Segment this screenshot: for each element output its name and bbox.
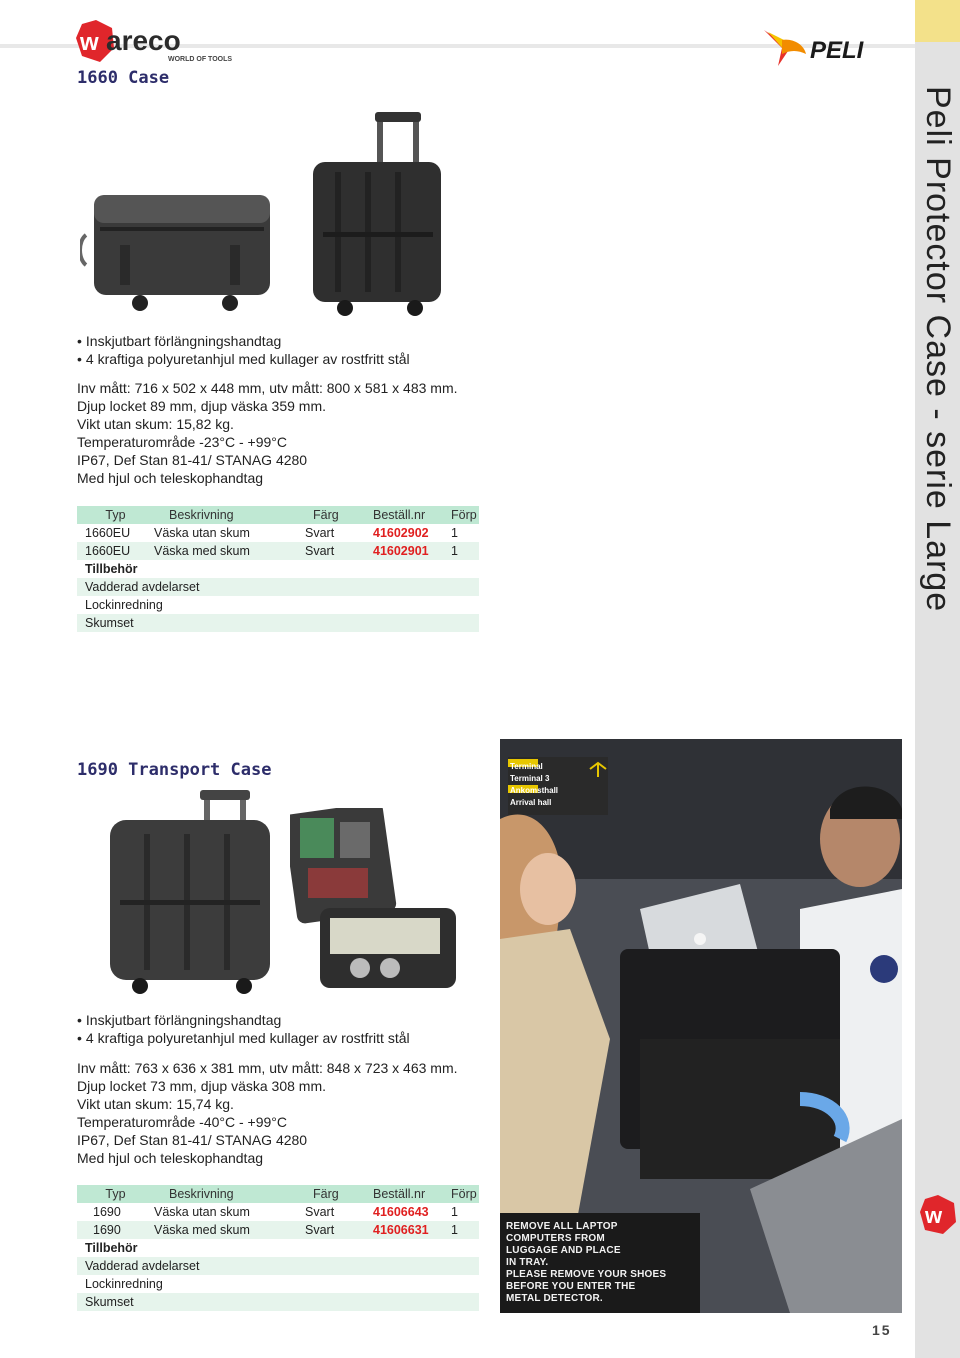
case-1690-photo-open — [290, 808, 460, 998]
col-beskrivning: Beskrivning — [154, 1185, 305, 1203]
warning-sign-line: REMOVE ALL LAPTOP — [506, 1221, 618, 1232]
case-1660-specs — [77, 379, 458, 487]
cell-forp: 1 — [451, 526, 458, 540]
spec-line: Vikt utan skum: 15,74 kg. — [77, 1096, 234, 1112]
cell-bestall: 41606631 — [373, 1221, 451, 1239]
table-header-row — [77, 1185, 479, 1203]
cell-bestall: 41602902 — [373, 526, 429, 540]
peli-logo-text: PELI — [810, 37, 864, 64]
cell-farg: Svart — [305, 526, 335, 540]
airport-security-photo — [500, 739, 902, 1313]
warning-sign-line: IN TRAY. — [506, 1257, 549, 1268]
wareco-badge-icon — [919, 1194, 957, 1236]
cell-forp: 1 — [451, 1221, 479, 1239]
cell-typ: 1660EU — [85, 526, 131, 540]
case-1660-bullets — [77, 332, 410, 368]
table-row — [77, 1203, 479, 1221]
col-farg: Färg — [305, 1185, 373, 1203]
page-number: 15 — [872, 1322, 892, 1338]
col-bestall: Beställ.nr — [373, 506, 451, 524]
warning-sign-line: METAL DETECTOR. — [506, 1293, 603, 1304]
accessories-header-row — [77, 1239, 479, 1257]
cell-typ: 1660EU — [77, 542, 154, 560]
spec-line: Temperaturområde -40°C - +99°C — [77, 1114, 288, 1130]
wareco-logo — [74, 18, 246, 66]
accessory-item: Vadderad avdelarset — [77, 578, 479, 596]
cell-beskrivning: Väska utan skum — [154, 526, 250, 540]
security-warning-sign — [506, 1221, 666, 1305]
accessory-row — [77, 1257, 479, 1275]
case-1690-bullet: • Inskjutbart förlängningshandtag — [77, 1011, 410, 1029]
case-1660-title: 1660 Case — [77, 68, 170, 88]
case-1660-bullet: • Inskjutbart förlängningshandtag — [77, 332, 410, 350]
wareco-logo-tagline: WORLD OF TOOLS — [168, 56, 233, 63]
accessories-title: Tillbehör — [85, 1241, 138, 1255]
sidebar-title: Peli Protector Case - serie Large — [919, 86, 957, 613]
case-1690-bullet: • 4 kraftiga polyuretanhjul med kullager av rostfritt stål — [77, 1029, 410, 1047]
spec-line: Med hjul och teleskophandtag — [77, 470, 264, 486]
warning-sign-line: BEFORE YOU ENTER THE — [506, 1281, 636, 1292]
col-typ: Typ — [77, 1185, 154, 1203]
col-farg: Färg — [305, 506, 373, 524]
spec-line: Djup locket 73 mm, djup väska 308 mm. — [77, 1078, 326, 1094]
case-1690-title: 1690 Transport Case — [77, 760, 272, 780]
terminal-sign-line: Arrival hall — [510, 798, 552, 807]
terminal-sign-line: Ankomsthall — [510, 786, 559, 795]
case-1660-bullet: • 4 kraftiga polyuretanhjul med kullager av rostfritt stål — [77, 350, 410, 368]
cell-typ: 1690 — [93, 1205, 121, 1219]
case-1690-bullets — [77, 1011, 410, 1047]
spec-line: IP67, Def Stan 81-41/ STANAG 4280 — [77, 1132, 308, 1148]
cell-beskrivning: Väska med skum — [154, 542, 305, 560]
accessory-item: Vadderad avdelarset — [77, 1257, 479, 1275]
accessory-item: Lockinredning — [85, 1277, 163, 1291]
accessories-title: Tillbehör — [85, 562, 138, 576]
accessory-item: Skumset — [77, 614, 479, 632]
col-forp: Förp — [451, 1185, 479, 1203]
table-row — [77, 542, 479, 560]
spec-line: Inv mått: 716 x 502 x 448 mm, utv mått: 800 x 581 x 483 mm. — [77, 380, 458, 396]
spec-line: Inv mått: 763 x 636 x 381 mm, utv mått: 848 x 723 x 463 mm. — [77, 1060, 458, 1076]
terminal-sign-line: Terminal 3 — [510, 774, 550, 783]
accessory-item: Skumset — [77, 1293, 479, 1311]
case-1690-specs — [77, 1059, 458, 1167]
case-1690-photo-upright — [104, 790, 274, 995]
table-header-row — [77, 506, 479, 524]
col-typ: Typ — [77, 506, 154, 524]
cell-beskrivning: Väska utan skum — [154, 1205, 250, 1219]
accessory-item: Lockinredning — [85, 598, 163, 612]
accessory-row — [77, 1293, 479, 1311]
spec-line: IP67, Def Stan 81-41/ STANAG 4280 — [77, 452, 308, 468]
cell-farg: Svart — [305, 542, 373, 560]
col-beskrivning: Beskrivning — [154, 506, 305, 524]
warning-sign-line: PLEASE REMOVE YOUR SHOES — [506, 1269, 667, 1280]
badge-letter: w — [925, 1203, 943, 1228]
spec-line: Med hjul och teleskophandtag — [77, 1150, 264, 1166]
accessory-row — [77, 578, 479, 596]
warning-sign-line: COMPUTERS FROM — [506, 1233, 605, 1244]
accessory-row — [77, 1275, 479, 1293]
cell-farg: Svart — [305, 1221, 373, 1239]
cell-forp: 1 — [451, 1205, 458, 1219]
warning-sign-line: LUGGAGE AND PLACE — [506, 1245, 621, 1256]
sidebar-accent — [915, 0, 960, 42]
wareco-logo-w: w — [80, 29, 99, 56]
terminal-sign — [510, 761, 558, 809]
table-row — [77, 1221, 479, 1239]
cell-farg: Svart — [305, 1205, 335, 1219]
case-1660-photo-front — [80, 175, 280, 315]
table-row — [77, 524, 479, 542]
cell-bestall: 41606643 — [373, 1205, 429, 1219]
case-1690-table — [77, 1185, 479, 1311]
spec-line: Temperaturområde -23°C - +99°C — [77, 434, 288, 450]
accessories-header-row — [77, 560, 479, 578]
spec-line: Djup locket 89 mm, djup väska 359 mm. — [77, 398, 326, 414]
cell-typ: 1690 — [77, 1221, 154, 1239]
terminal-sign-line: Terminal — [510, 762, 543, 771]
col-bestall: Beställ.nr — [373, 1185, 451, 1203]
cell-bestall: 41602901 — [373, 542, 451, 560]
col-forp: Förp — [451, 506, 479, 524]
case-1660-photo-upright — [305, 112, 445, 317]
spec-line: Vikt utan skum: 15,82 kg. — [77, 416, 234, 432]
peli-logo — [760, 26, 886, 70]
case-1660-table — [77, 506, 479, 632]
wareco-logo-text: areco — [106, 25, 181, 56]
cell-forp: 1 — [451, 542, 479, 560]
accessory-row — [77, 596, 479, 614]
cell-beskrivning: Väska med skum — [154, 1221, 305, 1239]
accessory-row — [77, 614, 479, 632]
